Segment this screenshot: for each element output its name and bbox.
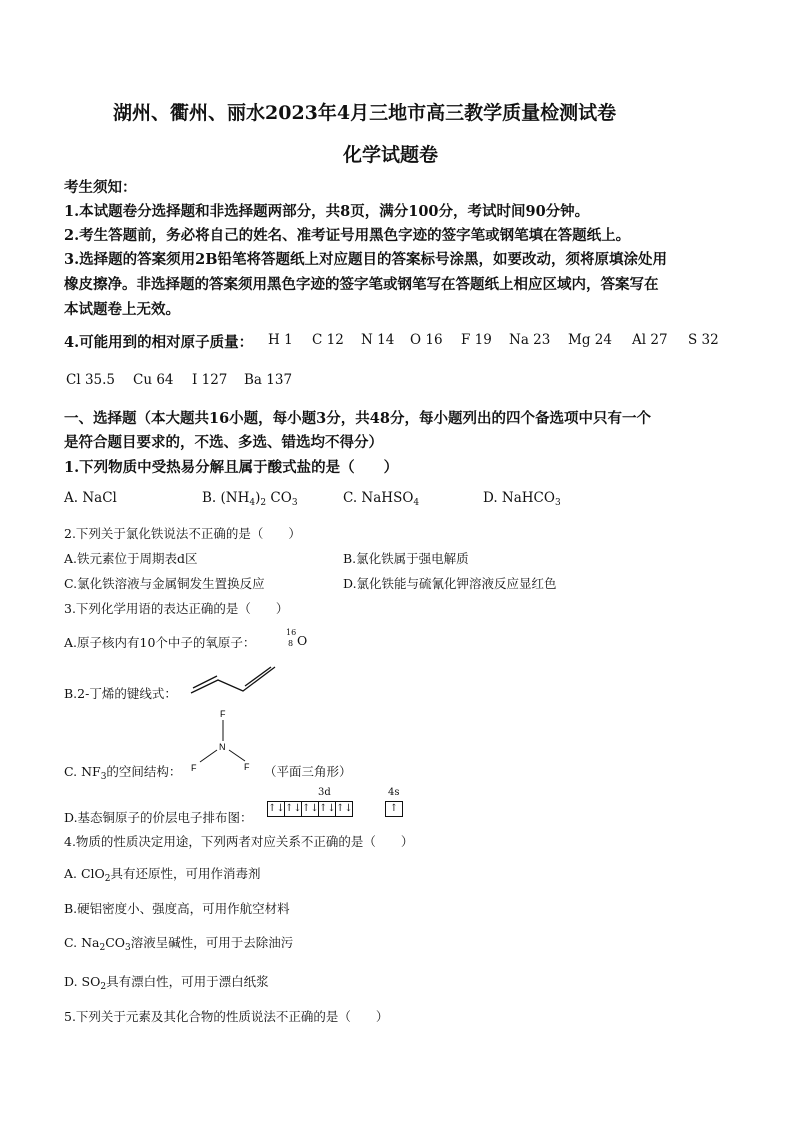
orbital-box-3d-4: ↑↓ xyxy=(319,801,336,817)
mass-c: C 12 xyxy=(312,332,344,348)
fluorine-top-label: F xyxy=(220,709,226,719)
mass-na: Na 23 xyxy=(509,332,551,348)
fluorine-left-label: F xyxy=(191,763,197,773)
butene-skeletal-formula xyxy=(185,662,285,698)
mass-mg: Mg 24 xyxy=(568,332,612,348)
q4-option-d: D. $SO_2$具有漂白性，可用于漂白纸浆 xyxy=(64,974,269,992)
q3-option-b: B.2-丁烯的键线式： xyxy=(64,686,177,701)
fluorine-right-label: F xyxy=(244,762,250,772)
mass-ba: Ba 137 xyxy=(244,372,293,388)
page-subtitle: 化学试题卷 xyxy=(343,144,439,166)
q3-stem: 3.下列化学用语的表达正确的是（ ） xyxy=(64,601,289,616)
notice-item-3: 3.选择题的答案须用2B铅笔将答题纸上对应题目的答案标号涂黑，如要改动，须将原填涂处用 xyxy=(64,251,667,268)
q5-stem: 5.下列关于元素及其化合物的性质说法不正确的是（ ） xyxy=(64,1009,389,1024)
q3-option-c-note: （平面三角形） xyxy=(264,764,352,779)
mass-al: Al 27 xyxy=(632,332,668,348)
q3-element-symbol: O xyxy=(297,633,308,648)
section-heading: 一、选择题（本大题共16小题，每小题3分，共48分，每小题列出的四个备选项中只有一个 xyxy=(64,410,651,427)
mass-i: I 127 xyxy=(192,372,228,388)
mass-s: S 32 xyxy=(688,332,719,348)
orbital-3d-label: 3d xyxy=(318,787,331,798)
orbital-4s-label: 4s xyxy=(388,787,400,798)
notice-item-2: 2.考生答题前，务必将自己的姓名、准考证号用黑色字迹的签字笔或钢笔填在答题纸上。 xyxy=(64,227,631,244)
orbital-box-4s: ↑ xyxy=(385,801,403,817)
q3-option-a: A.原子核内有10个中子的氧原子： xyxy=(64,635,256,650)
orbital-diagram-4s xyxy=(385,801,403,817)
q2-option-b: B.氯化铁属于强电解质 xyxy=(343,551,469,566)
notice-item-3-cont: 橡皮擦净。非选择题的答案须用黑色字迹的签字笔或钢笔写在答题纸上相应区域内，答案写在 xyxy=(64,276,659,293)
orbital-box-3d-1: ↑↓ xyxy=(267,801,285,817)
q2-stem: 2.下列关于氯化铁说法不正确的是（ ） xyxy=(64,526,301,541)
mass-n: N 14 xyxy=(361,332,395,348)
q2-option-c: C.氯化铁溶液与金属铜发生置换反应 xyxy=(64,576,265,591)
nf3-structure xyxy=(188,708,260,776)
orbital-box-3d-3: ↑↓ xyxy=(302,801,319,817)
mass-o: O 16 xyxy=(410,332,443,348)
page-title: 湖州、衢州、丽水2023年4月三地市高三教学质量检测试卷 xyxy=(113,102,617,124)
mass-cu: Cu 64 xyxy=(133,372,174,388)
q4-option-c: C. $Na_2CO_3$溶液呈碱性，可用于去除油污 xyxy=(64,935,294,953)
orbital-diagram-3d xyxy=(267,801,353,817)
nitrogen-label: N xyxy=(219,742,226,752)
q3-mass-number: 16 xyxy=(286,628,297,637)
notice-heading: 考生须知： xyxy=(64,179,137,196)
q2-option-d: D.氯化铁能与硫氰化钾溶液反应显红色 xyxy=(343,576,557,591)
q1-option-c: C. NaHSO$_4$ xyxy=(343,490,420,508)
mass-h: H 1 xyxy=(268,332,293,348)
q1-option-a: A. NaCl xyxy=(64,490,117,506)
q2-option-a: A.铁元素位于周期表d区 xyxy=(64,551,198,566)
q1-option-b: B. $(NH_4)_2$ $CO_3$ xyxy=(202,490,298,508)
notice-item-1: 1.本试题卷分选择题和非选择题两部分，共8页，满分100分，考试时间90分钟。 xyxy=(64,203,590,220)
q4-stem: 4.物质的性质决定用途，下列两者对应关系不正确的是（ ） xyxy=(64,834,414,849)
section-heading-cont: 是符合题目要求的，不选、多选、错选均不得分） xyxy=(64,434,383,451)
q1-stem: 1.下列物质中受热易分解且属于酸式盐的是（ ） xyxy=(64,459,399,476)
orbital-box-3d-2: ↑↓ xyxy=(285,801,302,817)
q3-option-c: C. $NF_3$的空间结构： xyxy=(64,764,182,782)
q4-option-b: B.硬铝密度小、强度高，可用作航空材料 xyxy=(64,901,290,916)
orbital-box-3d-5: ↑↓ xyxy=(336,801,353,817)
q3-atomic-number: 8 xyxy=(288,639,294,648)
q4-option-a: A. ClO$_2$具有还原性，可用作消毒剂 xyxy=(64,866,261,884)
notice-item-3-end: 本试题卷上无效。 xyxy=(64,301,180,318)
q1-option-d: D. NaHCO$_3$ xyxy=(483,490,561,508)
q3-option-d: D.基态铜原子的价层电子排布图： xyxy=(64,810,253,825)
mass-cl: Cl 35.5 xyxy=(66,372,115,388)
mass-label: 4.可能用到的相对原子质量： xyxy=(64,334,254,351)
mass-f: F 19 xyxy=(461,332,492,348)
